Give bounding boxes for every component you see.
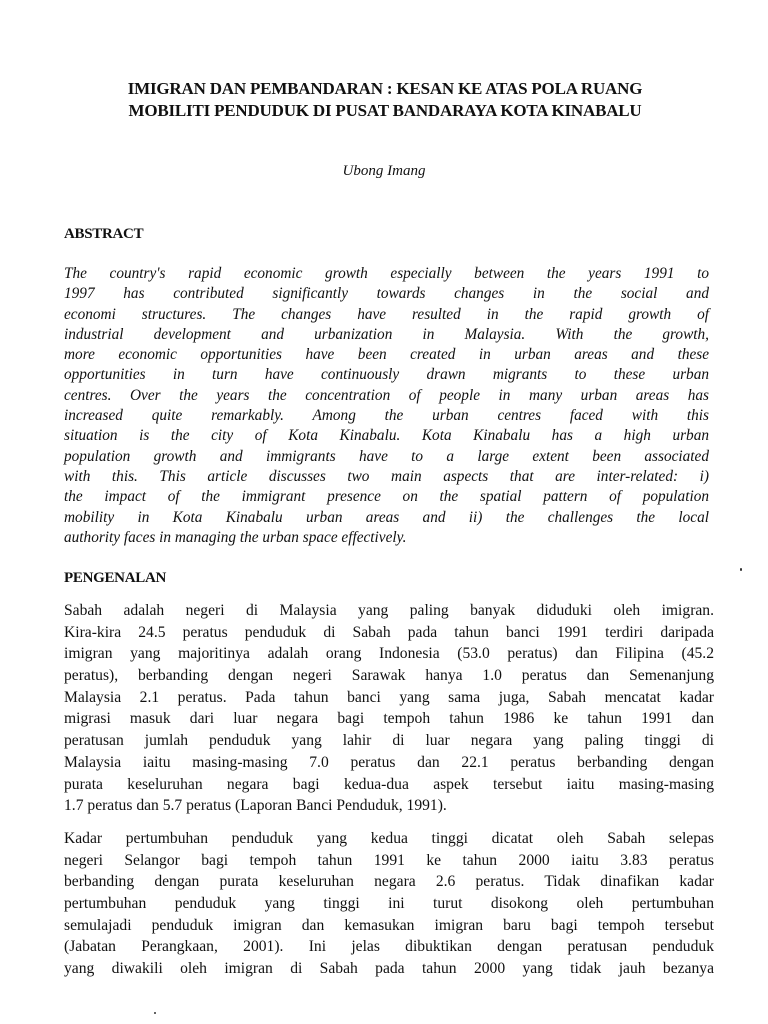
scan-speck: [740, 568, 742, 571]
title-line-2: MOBILITI PENDUDUK DI PUSAT BANDARAYA KOTA KINABALU: [128, 101, 642, 120]
abstract-heading: ABSTRACT: [64, 226, 144, 242]
paragraph-line: 1.7 peratus dan 5.7 peratus (Laporan Banci Penduduk, 1991).: [64, 797, 447, 815]
scan-speck: [154, 1012, 156, 1014]
paragraph-line: imigran yang majoritinya adalah orang Indonesia (53.0 peratus) dan Filipina (45.2: [64, 645, 714, 663]
abstract-line: 1997 has contributed significantly towards changes in the social and: [64, 285, 709, 303]
paragraph-line: (Jabatan Perangkaan, 2001). Ini jelas dibuktikan dengan peratusan penduduk: [64, 938, 714, 956]
abstract-line: with this. This article discusses two main aspects that are inter-related: i): [64, 467, 709, 485]
abstract-line: the impact of the immigrant presence on the spatial pattern of population: [64, 488, 709, 506]
paragraph-line: Sabah adalah negeri di Malaysia yang paling banyak diduduki oleh imigran.: [64, 602, 714, 619]
paragraph-line: Malaysia iaitu masing-masing 7.0 peratus dan 22.1 peratus berbanding dengan: [64, 753, 714, 771]
paragraph-line: semulajadi penduduk imigran dan kemasukan imigran baru bagi tempoh tersebut: [64, 916, 714, 934]
abstract-line: industrial development and urbanization in Malaysia. With the growth,: [64, 325, 709, 343]
abstract-body: [64, 264, 709, 548]
paragraph-line: migrasi masuk dari luar negara bagi tempoh tahun 1986 ke tahun 1991 dan: [64, 710, 714, 728]
abstract-line: centres. Over the years the concentration of people in many urban areas has: [64, 386, 709, 404]
paragraph-line: Malaysia 2.1 peratus. Pada tahun banci yang sama juga, Sabah mencatat kadar: [64, 688, 714, 706]
introduction-paragraph-1: [64, 600, 714, 817]
paragraph-line: Kira-kira 24.5 peratus penduduk di Sabah pada tahun banci 1991 terdiri daripada: [64, 623, 714, 641]
paragraph-line: Kadar pertumbuhan penduduk yang kedua tinggi dicatat oleh Sabah selepas: [64, 830, 714, 847]
paragraph-line: peratus), berbanding dengan negeri Sarawak hanya 1.0 peratus dan Semenanjung: [64, 667, 714, 685]
paragraph-line: yang diwakili oleh imigran di Sabah pada tahun 2000 yang tidak jauh bezanya: [64, 960, 714, 978]
abstract-line: situation is the city of Kota Kinabalu. Kota Kinabalu has a high urban: [64, 427, 709, 445]
title-line-1: IMIGRAN DAN PEMBANDARAN : KESAN KE ATAS POLA RUANG: [127, 79, 643, 98]
abstract-line: The country's rapid economic growth especially between the years 1991 to: [64, 265, 709, 282]
abstract-line: economi structures. The changes have resulted in the rapid growth of: [64, 305, 709, 323]
abstract-line: authority faces in managing the urban space effectively.: [64, 528, 407, 546]
abstract-line: population growth and immigrants have to a large extent been associated: [64, 447, 709, 465]
abstract-line: increased quite remarkably. Among the urban centres faced with this: [64, 407, 709, 425]
abstract-line: opportunities in turn have continuously drawn migrants to these urban: [64, 366, 709, 384]
introduction-paragraph-2: [64, 828, 714, 980]
paragraph-line: berbanding dengan purata keseluruhan negara 2.6 peratus. Tidak dinafikan kadar: [64, 873, 714, 891]
paragraph-line: pertumbuhan penduduk yang tinggi ini turut disokong oleh pertumbuhan: [64, 895, 714, 913]
paragraph-line: negeri Selangor bagi tempoh tahun 1991 ke tahun 2000 iaitu 3.83 peratus: [64, 851, 714, 869]
abstract-line: more economic opportunities have been created in urban areas and these: [64, 346, 709, 364]
paragraph-line: purata keseluruhan negara bagi kedua-dua aspek tersebut iaitu masing-masing: [64, 775, 714, 793]
introduction-heading: PENGENALAN: [64, 570, 167, 586]
abstract-line: mobility in Kota Kinabalu urban areas and ii) the challenges the local: [64, 508, 709, 526]
paper-title: [40, 78, 730, 122]
author-name: Ubong Imang: [342, 163, 426, 179]
paragraph-line: peratusan jumlah penduduk yang lahir di luar negara yang paling tinggi di: [64, 732, 714, 750]
